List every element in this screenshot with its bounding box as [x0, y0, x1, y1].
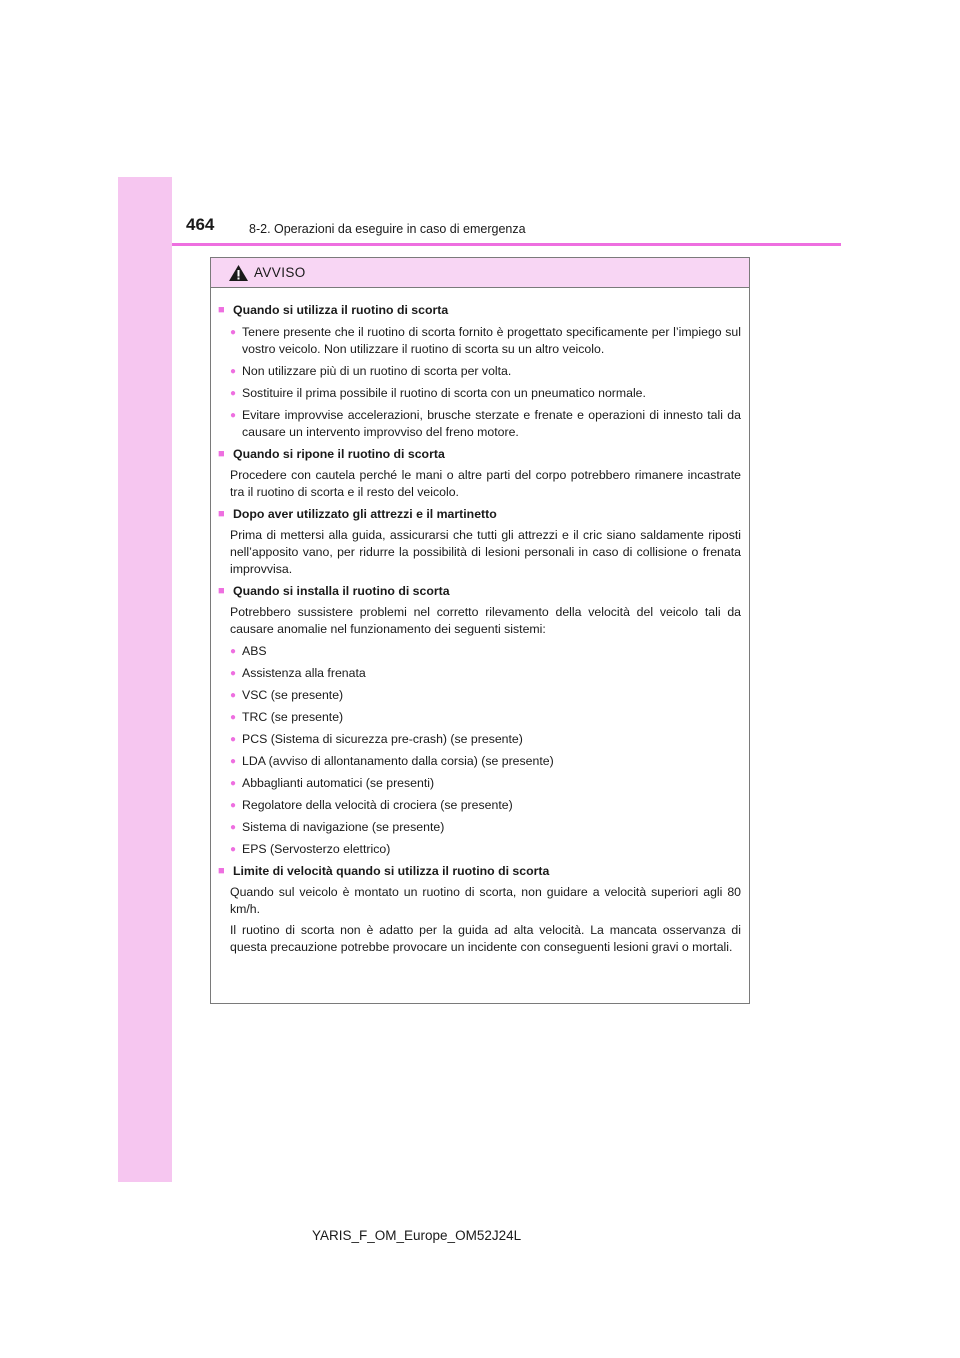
list-item-text: VSC (se presente) [242, 688, 344, 702]
round-bullet-icon: ● [230, 388, 237, 399]
bullet-list [218, 643, 741, 858]
list-item [230, 407, 741, 441]
section-heading [218, 506, 741, 523]
list-item-text: PCS (Sistema di sicurezza pre-crash) (se presente) [242, 732, 523, 746]
section-heading-text: Quando si utilizza il ruotino di scorta [233, 303, 449, 317]
list-item-text: Assistenza alla frenata [242, 666, 366, 680]
document-code: YARIS_F_OM_Europe_OM52J24L [312, 1228, 522, 1243]
square-bullet-icon: ■ [218, 585, 225, 597]
section-heading-text: Quando si ripone il ruotino di scorta [233, 447, 445, 461]
section-heading-text: Quando si installa il ruotino di scorta [233, 584, 450, 598]
list-item-text: Tenere presente che il ruotino di scorta fornito è progettato specificamente per l’impiego sul vostro veicolo. Non utilizzare il ruotino di scorta su un altro veicolo. [242, 325, 741, 356]
round-bullet-icon: ● [230, 712, 237, 723]
list-item-text: ABS [242, 644, 267, 658]
warning-section [218, 583, 741, 858]
round-bullet-icon: ● [230, 844, 237, 855]
square-bullet-icon: ■ [218, 304, 225, 316]
warning-title: AVVISO [254, 265, 306, 280]
list-item [230, 643, 741, 660]
round-bullet-icon: ● [230, 734, 237, 745]
list-item-text: LDA (avviso di allontanamento dalla corsia) (se presente) [242, 754, 554, 768]
warning-section [218, 302, 741, 441]
round-bullet-icon: ● [230, 646, 237, 657]
round-bullet-icon: ● [230, 668, 237, 679]
round-bullet-icon: ● [230, 327, 237, 338]
warning-section [218, 506, 741, 578]
list-item [230, 665, 741, 682]
round-bullet-icon: ● [230, 756, 237, 767]
section-heading-text: Dopo aver utilizzato gli attrezzi e il martinetto [233, 507, 497, 521]
list-item-text: EPS (Servosterzo elettrico) [242, 842, 391, 856]
list-item [230, 753, 741, 770]
square-bullet-icon: ■ [218, 448, 225, 460]
round-bullet-icon: ● [230, 800, 237, 811]
section-paragraph: Potrebbero sussistere problemi nel corretto rilevamento della velocità del veicolo tali da causare anomalie nel funzionamento dei seguenti sistemi: [230, 605, 741, 636]
round-bullet-icon: ● [230, 778, 237, 789]
round-bullet-icon: ● [230, 690, 237, 701]
round-bullet-icon: ● [230, 410, 237, 421]
section-heading [218, 863, 741, 880]
round-bullet-icon: ● [230, 366, 237, 377]
section-heading [218, 583, 741, 600]
warning-box [210, 257, 750, 1004]
section-heading [218, 446, 741, 463]
list-item [230, 775, 741, 792]
bullet-list [218, 324, 741, 441]
square-bullet-icon: ■ [218, 508, 225, 520]
warning-section [218, 863, 741, 956]
list-item [230, 363, 741, 380]
list-item [230, 709, 741, 726]
warning-header [211, 258, 749, 288]
square-bullet-icon: ■ [218, 865, 225, 877]
warning-triangle-icon [228, 264, 249, 282]
section-title: 8-2. Operazioni da eseguire in caso di emergenza [249, 222, 526, 236]
list-item-text: Non utilizzare più di un ruotino di scorta per volta. [242, 364, 512, 378]
section-paragraph: Il ruotino di scorta non è adatto per la guida ad alta velocità. La mancata osservanza di questa precauzione potrebbe provocare un incidente con conseguenti lesioni gravi o mortali. [230, 923, 741, 954]
list-item-text: Regolatore della velocità di crociera (se presente) [242, 798, 513, 812]
section-paragraph: Procedere con cautela perché le mani o altre parti del corpo potrebbero rimanere incastrate tra il ruotino di scorta e il resto del veicolo. [230, 468, 741, 499]
list-item [230, 819, 741, 836]
list-item [230, 841, 741, 858]
warning-section [218, 446, 741, 501]
section-paragraph: Prima di mettersi alla guida, assicurarsi che tutti gli attrezzi e il cric siano saldamente riposti nell’apposito vano, per ridurre la possibilità di lesioni personali in caso di collisione o frenata improvvisa. [230, 528, 741, 576]
list-item-text: Sostituire il prima possibile il ruotino di scorta con un pneumatico normale. [242, 386, 646, 400]
list-item-text: Sistema di navigazione (se presente) [242, 820, 445, 834]
list-item [230, 797, 741, 814]
section-heading-text: Limite di velocità quando si utilizza il ruotino di scorta [233, 864, 550, 878]
warning-content [211, 288, 749, 956]
page-number: 464 [186, 215, 215, 234]
list-item-text: Evitare improvvise accelerazioni, brusche sterzate e frenate e operazioni di innesto tali da causare un intervento improvviso del freno motore. [242, 408, 741, 439]
list-item-text: Abbaglianti automatici (se presenti) [242, 776, 435, 790]
section-paragraph: Quando sul veicolo è montato un ruotino di scorta, non guidare a velocità superiori agli 80 km/h. [230, 885, 741, 916]
header-rule [172, 243, 841, 246]
list-item [230, 324, 741, 358]
side-color-band [118, 177, 172, 1182]
list-item [230, 731, 741, 748]
list-item-text: TRC (se presente) [242, 710, 344, 724]
section-heading [218, 302, 741, 319]
list-item [230, 385, 741, 402]
round-bullet-icon: ● [230, 822, 237, 833]
list-item [230, 687, 741, 704]
